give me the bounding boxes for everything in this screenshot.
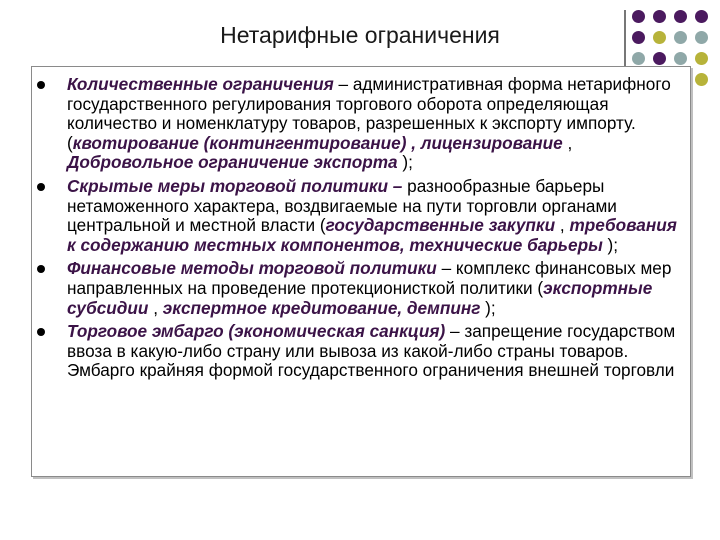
decorative-dot (674, 31, 687, 44)
bullet-dot-icon (37, 328, 45, 336)
bullet-emphasis-text: требования к содержанию местных компонентов, технические барьеры (67, 215, 677, 255)
decorative-dot (632, 10, 645, 23)
bullet-text: – комплекс финансовых мер направленных на проведение протекционисткой политики ( (67, 258, 672, 298)
bullet-dot-icon (37, 183, 45, 191)
slide-title: Нетарифные ограничения (220, 22, 500, 48)
bullet-text: ); (397, 152, 413, 173)
bullet-emphasis-text: Торговое эмбарго (экономическая санкция) (67, 321, 446, 342)
bullet-list (34, 75, 684, 385)
bullet-item (34, 177, 684, 255)
bullet-item (34, 322, 684, 381)
decorative-dot (632, 31, 645, 44)
bullet-text: разнообразные барьеры нетаможенного характера, воздвигаемые на пути торговли органами центральной и местной власти ( (67, 175, 617, 236)
bullet-dot-icon (37, 265, 45, 273)
bullet-emphasis-text: квотирование (контингентирование) , лицензирование (72, 132, 563, 153)
decorative-dot (674, 10, 687, 23)
bullet-emphasis-text: Количественные ограничения (67, 74, 334, 94)
bullet-emphasis-text: экспертное кредитование, демпинг (162, 297, 481, 318)
decorative-dot (695, 31, 708, 44)
bullet-text: – административная форма нетарифного государственного регулирования торгового оборота определяющая количество и номенклатуру товаров, разрешенных к экспорту импорту. ( (67, 74, 671, 153)
bullet-item (34, 75, 684, 173)
bullet-emphasis-text: государственные закупки (325, 215, 556, 236)
bullet-text: – запрещение государством ввоза в какую-либо страну или вывоза из какой-либо страны товаров. Эмбарго крайняя формой государственного ограничения внешней торговли (67, 321, 676, 381)
decorative-dot (632, 52, 645, 65)
decorative-dot (653, 52, 666, 65)
decorative-dot (674, 52, 687, 65)
bullet-dot-icon (37, 81, 45, 89)
decorative-dot (695, 52, 708, 65)
bullet-item (34, 259, 684, 318)
decorative-dot (653, 31, 666, 44)
bullet-text: ); (602, 234, 619, 255)
decorative-dot (653, 10, 666, 23)
bullet-text: ); (480, 297, 496, 318)
decorative-dot (695, 10, 708, 23)
bullet-emphasis-text: экспортные субсидии (67, 277, 653, 318)
bullet-emphasis-text: Скрытые меры торговой политики – (67, 175, 403, 196)
decorative-dot (695, 73, 708, 86)
bullet-emphasis-text: Добровольное ограничение экспорта (67, 152, 398, 173)
bullet-text: , (562, 132, 573, 153)
bullet-text: , (148, 297, 163, 318)
bullet-emphasis-text: Финансовые методы торговой политики (67, 258, 437, 279)
bullet-text: , (555, 215, 570, 236)
